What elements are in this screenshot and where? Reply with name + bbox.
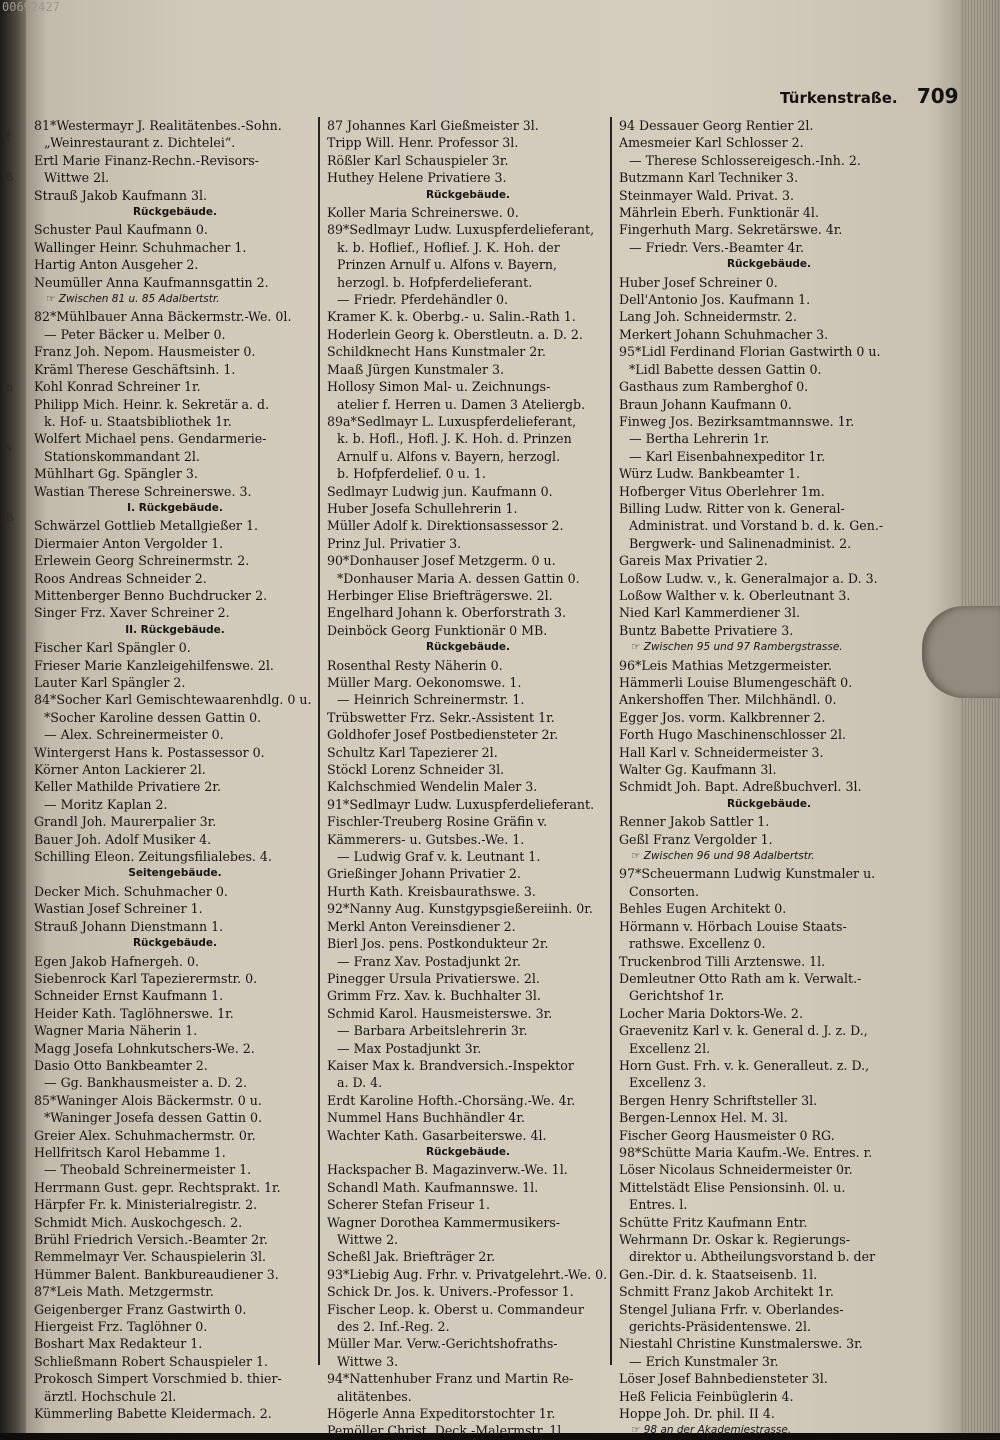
directory-entry: Schneider Ernst Kaufmann 1. — [34, 988, 224, 1004]
directory-entry: Fischler-Treuberg Rosine Gräfin v. — [327, 814, 548, 830]
directory-entry: Hämmerli Louise Blumengeschäft 0. — [619, 675, 853, 690]
entry-continuation: herzogl. b. Hofpferdelieferant. — [337, 274, 533, 290]
entry-continuation: a. D. 4. — [337, 1075, 383, 1091]
directory-entry: Müller Marg. Oekonomswe. 1. — [327, 675, 522, 690]
directory-entry: Gasthaus zum Ramberghof 0. — [619, 379, 809, 395]
column-rule — [318, 117, 320, 1365]
directory-entry: Bergen Henry Schriftsteller 3l. — [619, 1092, 818, 1108]
directory-entry: Tripp Will. Henr. Professor 3l. — [327, 135, 519, 151]
directory-entry: Deinböck Georg Funktionär 0 MB. — [327, 622, 548, 638]
directory-entry: Mühlhart Gg. Spängler 3. — [34, 466, 198, 482]
directory-column-3 — [619, 117, 919, 1440]
directory-entry: Huber Josefa Schullehrerin 1. — [327, 500, 518, 516]
directory-entry: Trübswetter Frz. Sekr.-Assistent 1r. — [327, 709, 555, 725]
directory-entry: Lang Joh. Schneidermstr. 2. — [619, 309, 797, 325]
directory-entry: Greier Alex. Schuhmachermstr. 0r. — [34, 1127, 256, 1143]
section-heading: Rückgebäude. — [132, 937, 218, 950]
directory-entry: Kohl Konrad Schreiner 1r. — [34, 379, 201, 395]
directory-entry: 89*Sedlmayr Ludw. Luxuspferdelieferant, — [327, 222, 595, 238]
directory-entry: Neumüller Anna Kaufmannsgattin 2. — [34, 274, 269, 290]
directory-entry: Heß Felicia Feinbüglerin 4. — [619, 1388, 794, 1404]
directory-entry: 90*Donhauser Josef Metzgerm. 0 u. — [327, 553, 556, 569]
directory-entry: Schwärzel Gottlieb Metallgießer 1. — [34, 518, 258, 534]
directory-entry: Schildknecht Hans Kunstmaler 2r. — [327, 344, 546, 360]
directory-entry: Nummel Hans Buchhändler 4r. — [327, 1110, 526, 1126]
directory-entry: Rößler Karl Schauspieler 3r. — [327, 152, 509, 168]
directory-entry: Wintergerst Hans k. Postassessor 0. — [34, 744, 265, 760]
directory-entry: Mittenberger Benno Buchdrucker 2. — [34, 587, 268, 603]
directory-entry: Truckenbrod Tilli Arztenswe. 1l. — [619, 953, 826, 969]
directory-entry: Geigenberger Franz Gastwirth 0. — [34, 1301, 247, 1317]
section-heading: Rückgebäude. — [726, 797, 812, 810]
directory-entry: 92*Nanny Aug. Kunstgypsgießereiinh. 0r. — [327, 901, 593, 917]
directory-entry: Finweg Jos. Bezirksamtmannswe. 1r. — [619, 413, 855, 429]
section-heading: Rückgebäude. — [132, 206, 218, 219]
directory-entry: Renner Jakob Sattler 1. — [619, 814, 770, 830]
directory-entry: Körner Anton Lackierer 2l. — [34, 762, 206, 778]
directory-entry: Kräml Therese Geschäftsinh. 1. — [34, 361, 236, 377]
entry-continuation: k. Hof- u. Staatsbibliothek 1r. — [44, 413, 232, 429]
directory-entry: Schütte Fritz Kaufmann Entr. — [619, 1214, 808, 1230]
entry-continuation: — Peter Bäcker u. Melber 0. — [44, 326, 226, 342]
directory-entry: Kämmerers- u. Gutsbes.-We. 1. — [327, 831, 525, 847]
directory-entry: Ankershoffen Ther. Milchhändl. 0. — [619, 692, 837, 708]
entry-continuation: *Waninger Josefa dessen Gattin 0. — [44, 1110, 263, 1126]
entry-continuation: — Barbara Arbeitslehrerin 3r. — [337, 1023, 528, 1039]
directory-entry: Walter Gg. Kaufmann 3l. — [619, 762, 777, 778]
directory-entry: Keller Mathilde Privatiere 2r. — [34, 779, 222, 795]
directory-entry: Singer Frz. Xaver Schreiner 2. — [34, 605, 230, 621]
directory-entry: Erlewein Georg Schreinermstr. 2. — [34, 553, 250, 569]
directory-entry: Schließmann Robert Schauspieler 1. — [34, 1353, 268, 1369]
directory-entry: Fischer Karl Spängler 0. — [34, 640, 191, 656]
directory-entry: Bergen-Lennox Hel. M. 3l. — [619, 1110, 788, 1126]
section-heading: Rückgebäude. — [425, 1145, 511, 1158]
directory-entry: 95*Lidl Ferdinand Florian Gastwirth 0 u. — [619, 344, 881, 360]
directory-entry: Gen.-Dir. d. k. Staatseisenb. 1l. — [619, 1266, 818, 1282]
directory-entry: Schuster Paul Kaufmann 0. — [34, 222, 208, 238]
directory-entry: Horn Gust. Frh. v. k. Generalleut. z. D., — [619, 1057, 870, 1073]
directory-entry: 93*Liebig Aug. Frhr. v. Privatgelehrt.-We. 0. — [327, 1266, 608, 1282]
directory-entry: 94*Nattenhuber Franz und Martin Re- — [327, 1371, 574, 1387]
directory-entry: Maaß Jürgen Kunstmaler 3. — [327, 361, 504, 377]
directory-entry: Diermaier Anton Vergolder 1. — [34, 535, 224, 551]
entry-continuation: b. Hofpferdelief. 0 u. 1. — [337, 466, 486, 482]
directory-column-1 — [34, 117, 316, 1422]
entry-continuation: — Therese Schlossereigesch.-Inh. 2. — [629, 152, 861, 168]
directory-entry: Wastian Therese Schreinerswe. 3. — [34, 483, 252, 499]
directory-entry: Härpfer Fr. k. Ministerialregistr. 2. — [34, 1197, 258, 1213]
directory-entry: Kramer K. k. Oberbg.- u. Salin.-Rath 1. — [327, 309, 576, 325]
entry-continuation: Excellenz 3. — [629, 1075, 707, 1091]
entry-continuation: des 2. Inf.-Reg. 2. — [337, 1319, 450, 1335]
directory-entry: Kaiser Max k. Brandversich.-Inspektor — [327, 1057, 574, 1073]
margin-fragment: ß — [6, 511, 14, 524]
directory-entry: Kalchschmied Wendelin Maler 3. — [327, 779, 538, 795]
entry-continuation: — Friedr. Vers.-Beamter 4r. — [629, 239, 805, 255]
directory-entry: Hackspacher B. Magazinverw.-We. 1l. — [327, 1162, 568, 1178]
page-header — [780, 84, 959, 108]
directory-entry: 87 Johannes Karl Gießmeister 3l. — [327, 118, 539, 133]
directory-entry: Prokosch Simpert Vorschmied b. thier- — [34, 1371, 282, 1387]
entry-continuation: Gerichtshof 1r. — [629, 988, 725, 1004]
entry-continuation: — Alex. Schreinermeister 0. — [44, 727, 224, 743]
directory-entry: Bierl Jos. pens. Postkondukteur 2r. — [327, 936, 549, 952]
thumb-index-tab — [922, 606, 1000, 698]
column-rule — [610, 117, 612, 1365]
directory-entry: Merkert Johann Schuhmacher 3. — [619, 326, 829, 342]
entry-continuation: Consorten. — [629, 883, 700, 899]
street-title: Türkenstraße. — [780, 89, 898, 107]
entry-continuation: k. b. Hofl., Hofl. J. K. Hoh. d. Prinzen — [337, 431, 572, 447]
directory-entry: Grandl Joh. Maurerpalier 3r. — [34, 814, 217, 830]
directory-entry: Dell'Antonio Jos. Kaufmann 1. — [619, 292, 811, 308]
entry-continuation: *Socher Karoline dessen Gattin 0. — [44, 709, 262, 725]
entry-continuation: — Erich Kunstmaler 3r. — [629, 1353, 779, 1369]
directory-entry: Schmidt Joh. Bapt. Adreßbuchverl. 3l. — [619, 779, 862, 795]
directory-entry: 84*Socher Karl Gemischtewaarenhdlg. 0 u. — [34, 692, 312, 708]
cross-street-note: ☞ Zwischen 95 und 97 Rambergstrasse. — [631, 641, 843, 654]
directory-entry: Hollosy Simon Mal- u. Zeichnungs- — [327, 379, 551, 395]
directory-entry: Boshart Max Redakteur 1. — [34, 1336, 203, 1352]
entry-continuation: „Weinrestaurant z. Dichtelei“. — [44, 135, 236, 151]
page-number: 709 — [916, 84, 959, 108]
book-spine — [0, 0, 26, 1433]
directory-entry: 97*Scheuermann Ludwig Kunstmaler u. — [619, 866, 876, 882]
directory-column-2 — [327, 117, 609, 1440]
directory-entry: Mittelstädt Elise Pensionsinh. 0l. u. — [619, 1179, 846, 1195]
directory-entry: Magg Josefa Lohnkutschers-We. 2. — [34, 1040, 255, 1056]
directory-entry: Philipp Mich. Heinr. k. Sekretär a. d. — [34, 396, 270, 412]
entry-continuation: Wittwe 3. — [337, 1353, 399, 1369]
directory-entry: 82*Mühlbauer Anna Bäckermstr.-We. 0l. — [34, 309, 292, 325]
directory-entry: Roos Andreas Schneider 2. — [34, 570, 207, 586]
directory-entry: 81*Westermayr J. Realitätenbes.-Sohn. — [34, 118, 282, 133]
directory-entry: Sedlmayr Ludwig jun. Kaufmann 0. — [327, 483, 553, 499]
entry-continuation: Excellenz 2l. — [629, 1040, 711, 1056]
directory-entry: Dasio Otto Bankbeamter 2. — [34, 1057, 208, 1073]
directory-entry: Loßow Walther v. k. Oberleutnant 3. — [619, 587, 851, 603]
entry-continuation: Bergwerk- und Salinenadminist. 2. — [629, 535, 852, 551]
directory-entry: Remmelmayr Ver. Schauspielerin 3l. — [34, 1249, 267, 1265]
directory-entry: Buntz Babette Privatiere 3. — [619, 622, 794, 638]
directory-entry: Brühl Friedrich Versich.-Beamter 2r. — [34, 1232, 268, 1247]
entry-continuation: Wittwe 2l. — [44, 170, 110, 186]
directory-entry: Kümmerling Babette Kleidermach. 2. — [34, 1406, 272, 1422]
directory-entry: Schandl Math. Kaufmannswe. 1l. — [327, 1179, 539, 1195]
directory-entry: Wagner Dorothea Kammermusikers- — [327, 1214, 561, 1230]
directory-entry: Egger Jos. vorm. Kalkbrenner 2. — [619, 709, 826, 725]
directory-entry: Hurth Kath. Kreisbaurathswe. 3. — [327, 883, 536, 899]
directory-entry: Heider Kath. Taglöhnerswe. 1r. — [34, 1005, 234, 1021]
entry-continuation: — Max Postadjunkt 3r. — [337, 1040, 482, 1056]
entry-continuation: Arnulf u. Alfons v. Bayern, herzogl. — [337, 448, 561, 464]
directory-entry: Billing Ludw. Ritter von k. General- — [619, 500, 845, 516]
directory-entry: Gareis Max Privatier 2. — [619, 553, 768, 569]
directory-entry: 94 Dessauer Georg Rentier 2l. — [619, 118, 814, 133]
directory-entry: Graevenitz Karl v. k. General d. J. z. D., — [619, 1023, 868, 1039]
entry-continuation: — Ludwig Graf v. k. Leutnant 1. — [337, 849, 541, 865]
directory-entry: Schultz Karl Tapezierer 2l. — [327, 744, 498, 760]
margin-fragment: ß — [6, 171, 14, 184]
directory-entry: 85*Waninger Alois Bäckermstr. 0 u. — [34, 1092, 262, 1108]
directory-entry: Steinmayer Wald. Privat. 3. — [619, 187, 795, 203]
margin-fragment: n — [6, 381, 14, 394]
entry-continuation: direktor u. Abtheilungsvorstand b. der — [629, 1249, 876, 1265]
margin-fragment: s — [6, 441, 12, 454]
directory-entry: Hiergeist Frz. Taglöhner 0. — [34, 1319, 208, 1335]
entry-continuation: — Gg. Bankhausmeister a. D. 2. — [44, 1075, 248, 1091]
entry-continuation: atelier f. Herren u. Damen 3 Ateliergb. — [337, 396, 586, 412]
directory-entry: Hartig Anton Ausgeher 2. — [34, 257, 199, 273]
directory-entry: Wehrmann Dr. Oskar k. Regierungs- — [619, 1232, 851, 1247]
entry-continuation: Administrat. und Vorstand b. d. k. Gen.- — [629, 518, 884, 534]
entry-continuation: — Heinrich Schreinermstr. 1. — [337, 692, 525, 708]
directory-entry: Fingerhuth Marg. Sekretärswe. 4r. — [619, 222, 843, 238]
directory-entry: Schmid Karol. Hausmeisterswe. 3r. — [327, 1005, 553, 1021]
entry-continuation: ärztl. Hochschule 2l. — [44, 1388, 177, 1404]
directory-entry: Lauter Karl Spängler 2. — [34, 675, 186, 690]
directory-entry: Strauß Jakob Kaufmann 3l. — [34, 187, 207, 203]
cross-street-note: ☞ Zwischen 96 und 98 Adalbertstr. — [631, 850, 815, 863]
section-heading: Rückgebäude. — [425, 641, 511, 654]
directory-entry: Müller Adolf k. Direktionsassessor 2. — [327, 518, 564, 534]
entry-continuation: k. b. Hoflief., Hoflief. J. K. Hoh. der — [337, 239, 560, 255]
directory-entry: Huthey Helene Privatiere 3. — [327, 170, 507, 186]
directory-entry: Müller Mar. Verw.-Gerichtshofraths- — [327, 1336, 558, 1352]
entry-continuation: *Lidl Babette dessen Gattin 0. — [629, 361, 822, 377]
directory-entry: Engelhard Johann k. Oberforstrath 3. — [327, 605, 567, 621]
directory-entry: Schmitt Franz Jakob Architekt 1r. — [619, 1284, 834, 1300]
directory-entry: Hoderlein Georg k. Oberstleutn. a. D. 2. — [327, 326, 583, 342]
directory-entry: Ertl Marie Finanz-Rechn.-Revisors- — [34, 152, 259, 168]
directory-entry: Pinegger Ursula Privatierswe. 2l. — [327, 970, 540, 986]
directory-entry: Hall Karl v. Schneidermeister 3. — [619, 744, 824, 760]
entry-continuation: Stationskommandant 2l. — [44, 448, 200, 464]
directory-entry: 89a*Sedlmayr L. Luxuspferdelieferant, — [327, 413, 577, 429]
directory-entry: Amesmeier Karl Schlosser 2. — [619, 135, 804, 151]
directory-entry: Herrmann Gust. gepr. Rechtsprakt. 1r. — [34, 1179, 281, 1195]
directory-entry: Wolfert Michael pens. Gendarmerie- — [34, 431, 267, 447]
directory-entry: Locher Maria Doktors-We. 2. — [619, 1005, 803, 1021]
directory-entry: Niestahl Christine Kunstmalerswe. 3r. — [619, 1336, 863, 1352]
directory-entry: Wastian Josef Schreiner 1. — [34, 901, 203, 917]
page-edges — [960, 0, 1000, 1433]
section-heading: Rückgebäude. — [425, 188, 511, 201]
directory-entry: Scheßl Jak. Briefträger 2r. — [327, 1249, 496, 1265]
directory-entry: Schmidt Mich. Auskochgesch. 2. — [34, 1214, 243, 1230]
entry-continuation: alitätenbes. — [337, 1388, 412, 1404]
entry-continuation: Prinzen Arnulf u. Alfons v. Bayern, — [337, 257, 558, 273]
directory-entry: Mährlein Eberh. Funktionär 4l. — [619, 205, 819, 221]
directory-entry: Högerle Anna Expeditorstochter 1r. — [327, 1406, 556, 1422]
directory-entry: Hoppe Joh. Dr. phil. II 4. — [619, 1406, 775, 1422]
directory-entry: Nied Karl Kammerdiener 3l. — [619, 605, 800, 621]
directory-entry: Löser Josef Bahnbediensteter 3l. — [619, 1371, 828, 1387]
directory-entry: Fischer Leop. k. Oberst u. Commandeur — [327, 1301, 584, 1317]
directory-entry: Prinz Jul. Privatier 3. — [327, 535, 462, 551]
directory-entry: Egen Jakob Hafnergeh. 0. — [34, 953, 200, 969]
directory-entry: Hellfritsch Karol Hebamme 1. — [34, 1144, 226, 1160]
directory-entry: Schick Dr. Jos. k. Univers.-Professor 1. — [327, 1284, 574, 1300]
entry-continuation: Wittwe 2. — [337, 1232, 399, 1247]
entry-continuation: Entres. l. — [629, 1197, 688, 1213]
entry-continuation: — Friedr. Pferdehändler 0. — [337, 292, 508, 308]
directory-entry: Butzmann Karl Techniker 3. — [619, 170, 799, 186]
directory-entry: 91*Sedlmayr Ludw. Luxuspferdelieferant. — [327, 796, 595, 812]
directory-entry: Würz Ludw. Bankbeamter 1. — [619, 466, 801, 482]
directory-entry: Fischer Georg Hausmeister 0 RG. — [619, 1127, 835, 1143]
directory-entry: Wallinger Heinr. Schuhmacher 1. — [34, 239, 247, 255]
section-heading: Seitengebäude. — [128, 867, 222, 880]
directory-entry: Stöckl Lorenz Schneider 3l. — [327, 762, 505, 778]
entry-continuation: gerichts-Präsidentenswe. 2l. — [629, 1319, 811, 1335]
directory-entry: Löser Nicolaus Schneidermeister 0r. — [619, 1162, 853, 1178]
directory-entry: Rosenthal Resty Näherin 0. — [327, 657, 503, 673]
directory-entry: Herbinger Elise Briefträgerswe. 2l. — [327, 587, 553, 603]
entry-continuation: — Moritz Kaplan 2. — [44, 796, 168, 812]
directory-entry: Stengel Juliana Frfr. v. Oberlandes- — [619, 1301, 844, 1317]
directory-entry: Hümmer Balent. Bankbureaudiener 3. — [34, 1266, 279, 1282]
directory-entry: Hörmann v. Hörbach Louise Staats- — [619, 918, 847, 934]
directory-entry: Grimm Frz. Xav. k. Buchhalter 3l. — [327, 988, 541, 1004]
entry-continuation: — Theobald Schreinermeister 1. — [44, 1162, 252, 1178]
margin-fragment: f — [6, 131, 11, 144]
directory-entry: Forth Hugo Maschinenschlosser 2l. — [619, 727, 846, 743]
directory-entry: Scherer Stefan Friseur 1. — [327, 1197, 491, 1213]
section-heading: II. Rückgebäude. — [125, 623, 225, 636]
section-heading: I. Rückgebäude. — [127, 501, 223, 514]
directory-entry: Behles Eugen Architekt 0. — [619, 901, 787, 917]
directory-entry: Huber Josef Schreiner 0. — [619, 274, 778, 290]
directory-entry: Erdt Karoline Hofth.-Chorsäng.-We. 4r. — [327, 1092, 576, 1108]
directory-entry: Pemöller Christ. Deck.-Malermstr. 1l. — [327, 1423, 566, 1439]
directory-entry: Geßl Franz Vergolder 1. — [619, 831, 773, 847]
directory-entry: Frieser Marie Kanzleigehilfenswe. 2l. — [34, 657, 274, 673]
directory-entry: Grießinger Johann Privatier 2. — [327, 866, 521, 882]
directory-entry: Hofberger Vitus Oberlehrer 1m. — [619, 483, 825, 499]
directory-entry: Koller Maria Schreinerswe. 0. — [327, 205, 519, 221]
section-heading: Rückgebäude. — [726, 258, 812, 271]
directory-entry: 96*Leis Mathias Metzgermeister. — [619, 657, 832, 673]
directory-entry: 98*Schütte Maria Kaufm.-We. Entres. r. — [619, 1144, 873, 1160]
directory-entry: Loßow Ludw. v., k. Generalmajor a. D. 3. — [619, 570, 878, 586]
directory-entry: Strauß Johann Dienstmann 1. — [34, 918, 224, 934]
directory-entry: Bauer Joh. Adolf Musiker 4. — [34, 831, 212, 847]
entry-continuation: — Karl Eisenbahnexpeditor 1r. — [629, 448, 826, 464]
directory-entry: Braun Johann Kaufmann 0. — [619, 396, 792, 412]
entry-continuation: *Donhauser Maria A. dessen Gattin 0. — [337, 570, 580, 586]
directory-entry: Decker Mich. Schuhmacher 0. — [34, 883, 228, 899]
cross-street-note: ☞ 98 an der Akademiestrasse. — [631, 1424, 792, 1437]
directory-entry: Schilling Eleon. Zeitungsfilialebes. 4. — [34, 849, 272, 865]
directory-entry: Wagner Maria Näherin 1. — [34, 1023, 198, 1039]
directory-entry: Merkl Anton Vereinsdiener 2. — [327, 918, 516, 934]
entry-continuation: — Bertha Lehrerin 1r. — [629, 431, 770, 447]
directory-entry: Siebenrock Karl Tapezierermstr. 0. — [34, 970, 258, 986]
cross-street-note: ☞ Zwischen 81 u. 85 Adalbertstr. — [46, 293, 220, 306]
entry-continuation: rathswe. Excellenz 0. — [629, 936, 766, 952]
entry-continuation: — Franz Xav. Postadjunkt 2r. — [337, 953, 521, 969]
directory-entry: Goldhofer Josef Postbediensteter 2r. — [327, 727, 559, 743]
directory-entry: Demleutner Otto Rath am k. Verwalt.- — [619, 970, 862, 986]
directory-entry: 87*Leis Math. Metzgermstr. — [34, 1284, 214, 1300]
directory-entry: Wachter Kath. Gasarbeiterswe. 4l. — [327, 1127, 547, 1143]
scan-id: 00692427 — [2, 0, 60, 14]
directory-entry: Franz Joh. Nepom. Hausmeister 0. — [34, 344, 256, 360]
